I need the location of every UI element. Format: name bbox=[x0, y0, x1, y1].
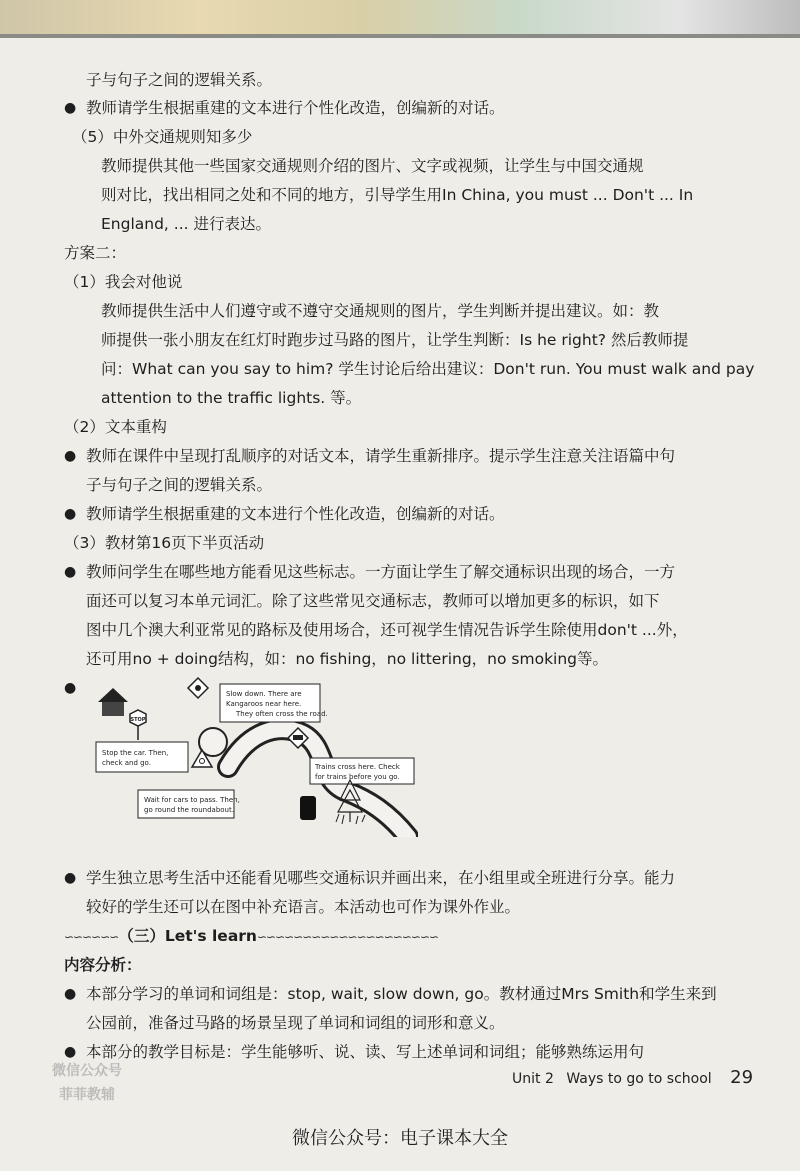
bullet-icon: ● bbox=[64, 986, 77, 1002]
analysis-heading: 内容分析： bbox=[64, 956, 142, 974]
car-icon bbox=[300, 796, 316, 820]
stop-note-line: Stop the car. Then, bbox=[102, 749, 169, 757]
bullet-icon: ● bbox=[64, 680, 77, 696]
bullet-icon: ● bbox=[64, 506, 77, 522]
text-line: 教师提供其他一些国家交通规则介绍的图片、文字或视频，让学生与中国交通规 bbox=[101, 157, 644, 175]
text-line: attention to the traffic lights. 等。 bbox=[101, 389, 362, 407]
section-title: （三）Let's learn bbox=[118, 927, 257, 945]
stop-note-line: check and go. bbox=[102, 759, 151, 767]
text-line: 子与句子之间的逻辑关系。 bbox=[86, 71, 273, 89]
watermark-line: 微信公众号 bbox=[52, 1063, 122, 1079]
section-heading bbox=[64, 926, 438, 947]
text-line: England, ... 进行表达。 bbox=[101, 215, 271, 233]
bullet-icon: ● bbox=[64, 870, 77, 886]
plan-heading: 方案二： bbox=[64, 244, 127, 262]
wave-decoration: ∽∽∽∽∽∽ bbox=[64, 930, 119, 944]
text-line: 还可用no + doing结构，如：no fishing，no littering，no smoking等。 bbox=[86, 650, 609, 668]
text-line: 图中几个澳大利亚常见的路标及使用场合，还可视学生情况告诉学生除使用don't ...外， bbox=[86, 621, 688, 639]
roundabout-note-line: go round the roundabout. bbox=[144, 806, 234, 814]
subheading: （3）教材第16页下半页活动 bbox=[64, 534, 265, 552]
kangaroo-note-line: Kangaroos near here. bbox=[226, 700, 302, 708]
subheading: （1）我会对他说 bbox=[64, 273, 183, 291]
text-line: 子与句子之间的逻辑关系。 bbox=[86, 476, 273, 494]
bullet-icon: ● bbox=[64, 564, 77, 580]
footer-title: Ways to go to school bbox=[566, 1071, 712, 1087]
bullet-icon: ● bbox=[64, 1044, 77, 1060]
subheading: （5）中外交通规则知多少 bbox=[72, 128, 253, 146]
roundabout-note-line: Wait for cars to pass. Then, bbox=[144, 796, 240, 804]
bullet-item: 教师请学生根据重建的文本进行个性化改造，创编新的对话。 bbox=[86, 505, 505, 523]
bullet-item: 教师问学生在哪些地方能看见这些标志。一方面让学生了解交通标识出现的场合，一方 bbox=[86, 563, 676, 581]
house-body bbox=[102, 702, 124, 716]
bullet-icon: ● bbox=[64, 448, 77, 464]
bullet-item: 本部分的教学目标是：学生能够听、说、读、写上述单词和词组；能够熟练运用句 bbox=[86, 1043, 645, 1061]
text-line: 公园前，准备过马路的场景呈现了单词和词组的词形和意义。 bbox=[86, 1014, 505, 1032]
text-line: 教师提供生活中人们遵守或不遵守交通规则的图片，学生判断并提出建议。如：教 bbox=[101, 302, 660, 320]
page-footer bbox=[512, 1067, 753, 1088]
text-line: 则对比，找出相同之处和不同的地方，引导学生用In China, you must ... Don't ... In bbox=[101, 186, 694, 204]
watermark-line: 菲菲教辅 bbox=[59, 1087, 115, 1103]
bullet-item: 学生独立思考生活中还能看见哪些交通标识并画出来，在小组里或全班进行分享。能力 bbox=[86, 869, 676, 887]
bullet-item: 教师请学生根据重建的文本进行个性化改造，创编新的对话。 bbox=[86, 99, 505, 117]
subheading: （2）文本重构 bbox=[64, 418, 167, 436]
kangaroo-note-line: Slow down. There are bbox=[226, 690, 302, 698]
road-signs-figure bbox=[88, 672, 418, 837]
page-number: 29 bbox=[730, 1067, 754, 1088]
bullet-item: 教师在课件中呈现打乱顺序的对话文本，请学生重新排序。提示学生注意关注语篇中句 bbox=[86, 447, 676, 465]
footer-unit: Unit 2 bbox=[512, 1071, 554, 1087]
train-note-line: Trains cross here. Check bbox=[315, 763, 400, 771]
bullet-icon: ● bbox=[64, 100, 77, 116]
watermark bbox=[32, 1045, 142, 1125]
stop-sign-text: STOP bbox=[130, 717, 146, 723]
house-roof bbox=[98, 688, 128, 702]
page-top-illustration-strip bbox=[0, 0, 800, 38]
text-line: 较好的学生还可以在图中补充语言。本活动也可作为课外作业。 bbox=[86, 898, 521, 916]
bottom-caption: 微信公众号：电子课本大全 bbox=[292, 1128, 508, 1149]
bullet-item: 本部分学习的单词和词组是：stop, wait, slow down, go。教材通过Mrs Smith和学生来到 bbox=[86, 985, 717, 1003]
kangaroo-note-line: They often cross the road. bbox=[236, 710, 328, 718]
wave-decoration: ∽∽∽∽∽∽∽∽∽∽∽∽∽∽∽∽∽∽∽∽ bbox=[256, 930, 439, 944]
text-line: 师提供一张小朋友在红灯时跑步过马路的图片，让学生判断：Is he right? 然后教师提 bbox=[101, 331, 689, 349]
stop-note-box bbox=[96, 742, 188, 772]
text-line: 面还可以复习本单元词汇。除了这些常见交通标志，教师可以增加更多的标识，如下 bbox=[86, 592, 660, 610]
text-line: 问：What can you say to him? 学生讨论后给出建议：Don't run. You must walk and pay bbox=[101, 360, 755, 378]
train-note-line: for trains before you go. bbox=[315, 773, 400, 781]
